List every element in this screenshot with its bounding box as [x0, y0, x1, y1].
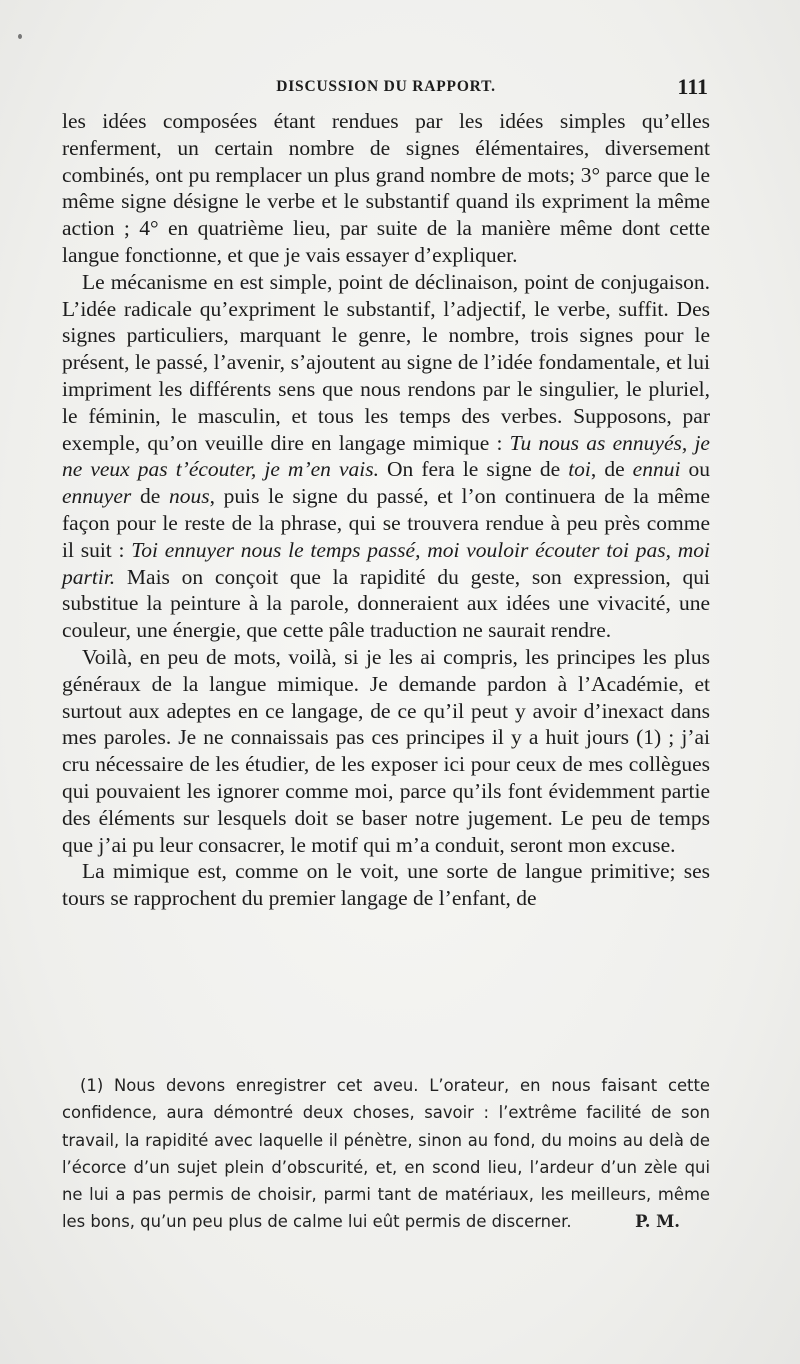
italic-run: Tu nous as ennuyés, je ne veux pas t’écouter, je m’en vais. — [62, 430, 710, 482]
text-run: de — [131, 484, 169, 509]
text-run: On fera le signe de — [378, 457, 569, 482]
footnote — [62, 1072, 710, 1236]
footnote-signature: P. M. — [635, 1212, 680, 1232]
italic-run: Toi ennuyer nous le temps passé, moi vouloir écouter toi pas, moi partir. — [62, 537, 710, 589]
text-run: , de — [590, 457, 633, 482]
page-number: 111 — [677, 74, 708, 99]
text-run: La mimique est, comme on le voit, une sorte de langue primitive; ses tours se rapprochent du premier langage de l’enfant, de — [62, 859, 710, 911]
paragraph-2 — [62, 269, 710, 644]
text-run: Le mécanisme en est simple, point de déclinaison, point de conjugaison. L’idée radicale qu’expriment le substantif, l’adjectif, le verbe, suffit. Des signes particuliers, marquant le genre, le nombre, trois signes pour le présent, le passé, l’avenir, s’ajoutent au signe de l’idée fondamentale, et lui impriment les différents sens que nous rendons par le singulier, le pluriel, le féminin, le masculin, et tous les temps des verbes. Supposons, par exemple, qu’on veuille dire en langage mimique : — [62, 269, 710, 455]
footnote-marker: (1) — [80, 1076, 104, 1095]
paragraph-3 — [62, 644, 710, 858]
text-run: , puis le signe du passé, et l’on continuera de la même façon pour le reste de la phrase, qui se trouvera rendue à peu près comme il suit : — [62, 484, 710, 562]
text-run: Voilà, en peu de mots, voilà, si je les ai compris, les principes les plus généraux de la langue mimique. Je demande pardon à l’Académie, et surtout aux adeptes en ce langage, de ce qu’il peut y avoir d’inexact dans mes paroles. Je ne connaissais pas ces principes il y a huit jours (1) ; j’ai cru nécessaire de les étudier, de les exposer ici pour ceux de mes collègues qui pouvaient les ignorer comme moi, parce qu’ils font évidemment partie des éléments sur lesquels doit se baser notre jugement. Le peu de temps que j’ai pu leur consacrer, le motif qui m’a conduit, seront mon excuse. — [62, 644, 710, 857]
italic-run: ennui — [632, 457, 681, 482]
italic-run: ennuyer — [62, 484, 132, 509]
italic-run: nous — [168, 484, 210, 509]
paragraph-1 — [62, 108, 710, 269]
text-run: les idées composées étant rendues par les idées simples qu’elles renferment, un certain nombre de signes élémentaires, diversement combinés, ont pu remplacer un plus grand nombre de mots; 3° parce que le même signe désigne le verbe et le substantif quand ils expriment la même action ; 4° en quatrième lieu, par suite de la manière même dont cette langue fonctionne, et que je vais essayer d’expliquer. — [62, 109, 710, 267]
footnote-paragraph — [62, 1072, 710, 1236]
paragraph-4 — [62, 858, 710, 912]
text-run: ou — [680, 457, 711, 482]
running-title: DISCUSSION DU RAPPORT. — [276, 78, 496, 95]
italic-run: toi — [568, 457, 591, 482]
main-text — [62, 108, 710, 912]
text-run: Mais on conçoit que la rapidité du geste, son expression, qui substitue la peinture à la parole, donneraient aux idées une vivacité, une couleur, une énergie, que cette pâle traduction ne saurait rendre. — [62, 564, 710, 643]
footnote-text: Nous devons enregistrer cet aveu. L’orateur, en nous faisant cette confidence, aura démontré deux choses, savoir : l’extrême facilité de son travail, la rapidité avec laquelle il pénètre, sinon au fond, du moins au delà de l’écorce d’un sujet plein d’obscurité, et, en scond lieu, l’ardeur d’un zèle qui ne lui a pas permis de choisir, parmi tant de matériaux, les meilleurs, même les bons, qu’un peu plus de calme lui eût permis de discerner. — [62, 1076, 710, 1232]
page-header — [62, 74, 710, 102]
ink-speck — [18, 34, 22, 39]
